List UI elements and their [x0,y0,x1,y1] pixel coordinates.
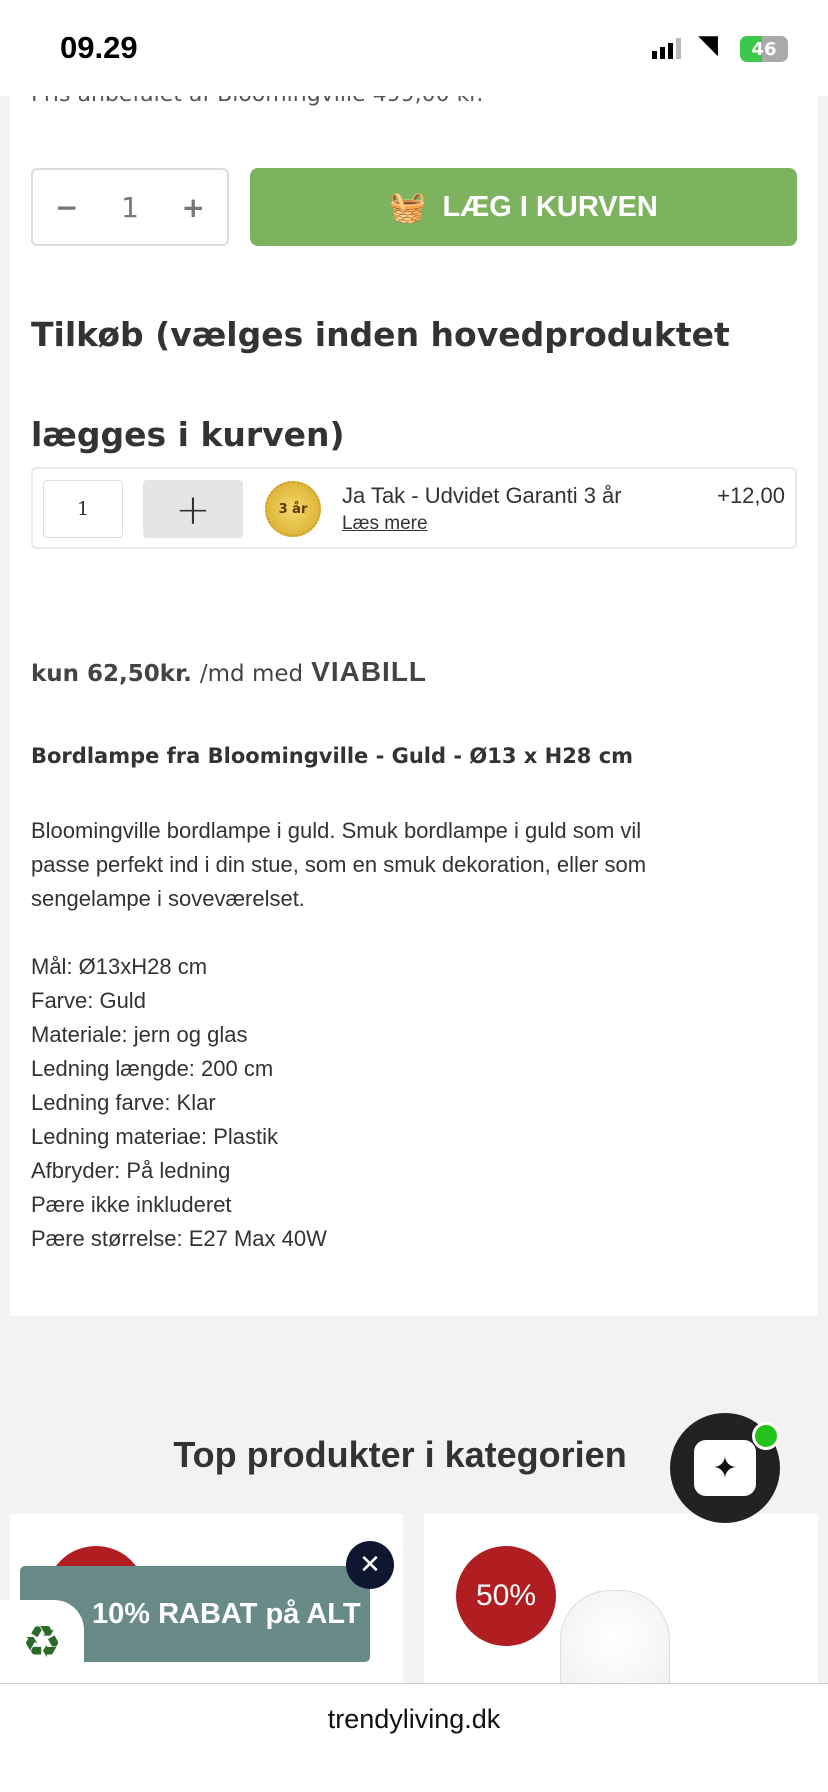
increase-button[interactable]: + [181,190,205,224]
product-title: Bordlampe fra Bloomingville - Guld - Ø13 x H28 cm [31,744,634,768]
addon-name: Ja Tak - Udvidet Garanti 3 år [342,483,622,508]
spec-line: Pære ikke inkluderet [31,1192,232,1217]
plus-icon: + [175,484,211,534]
viabill-installment[interactable]: kun 62,50kr. /md med VIABILL [31,656,428,687]
addon-quantity-input[interactable]: 1 [43,480,123,538]
battery-icon: 46 [740,36,788,62]
clock: 09.29 [60,30,138,65]
spec-line: Ledning farve: Klar [31,1090,216,1115]
decrease-button[interactable]: − [55,190,79,224]
spec-line: Ledning længde: 200 cm [31,1056,274,1081]
warranty-seal-icon: 3 år [265,481,321,537]
promo-banner[interactable]: 10% RABAT på ALT [20,1566,370,1662]
url-text[interactable]: trendyliving.dk [327,1704,501,1734]
status-bar [0,0,828,96]
online-indicator [752,1422,780,1450]
spec-line: Afbryder: På ledning [31,1158,231,1183]
addon-item [31,467,797,549]
addon-price: +12,00 [717,483,785,508]
quantity-stepper[interactable] [31,168,229,246]
product-specs [31,950,327,1256]
basket-icon: 🧺 [389,190,427,224]
spec-line: Mål: Ø13xH28 cm [31,954,208,979]
top-products-heading: Top produkter i kategorien [173,1434,627,1475]
spec-line: Farve: Guld [31,988,146,1013]
product-description: Bloomingville bordlampe i guld. Smuk bordlampe i guld som vil passe perfekt ind i din stue, som en smuk dekoration, eller som sengelampe i soveværelset. [31,818,647,911]
signal-icon [652,38,681,59]
browser-url-bar[interactable] [0,1683,828,1792]
quantity-value[interactable]: 1 [121,190,139,224]
wifi-icon: ◥ [698,30,718,60]
spec-line: Materiale: jern og glas [31,1022,248,1047]
addon-add-button[interactable] [143,480,243,538]
recycle-badge-icon[interactable]: ♻ [0,1600,84,1684]
spec-line: Pære størrelse: E27 Max 40W [31,1226,327,1251]
read-more-link[interactable]: Læs mere [342,513,428,534]
viabill-logo: VIABILL [311,656,428,687]
addons-heading: Tilkøb (vælges inden hovedproduktet lægges i kurven) [31,315,730,454]
sparkle-chat-icon: ✦ [694,1440,756,1496]
spec-line: Ledning materiae: Plastik [31,1124,279,1149]
add-to-cart-button[interactable]: 🧺 LÆG I KURVEN [250,168,797,246]
discount-badge: 50% [456,1546,556,1646]
close-icon[interactable]: ✕ [346,1541,394,1589]
